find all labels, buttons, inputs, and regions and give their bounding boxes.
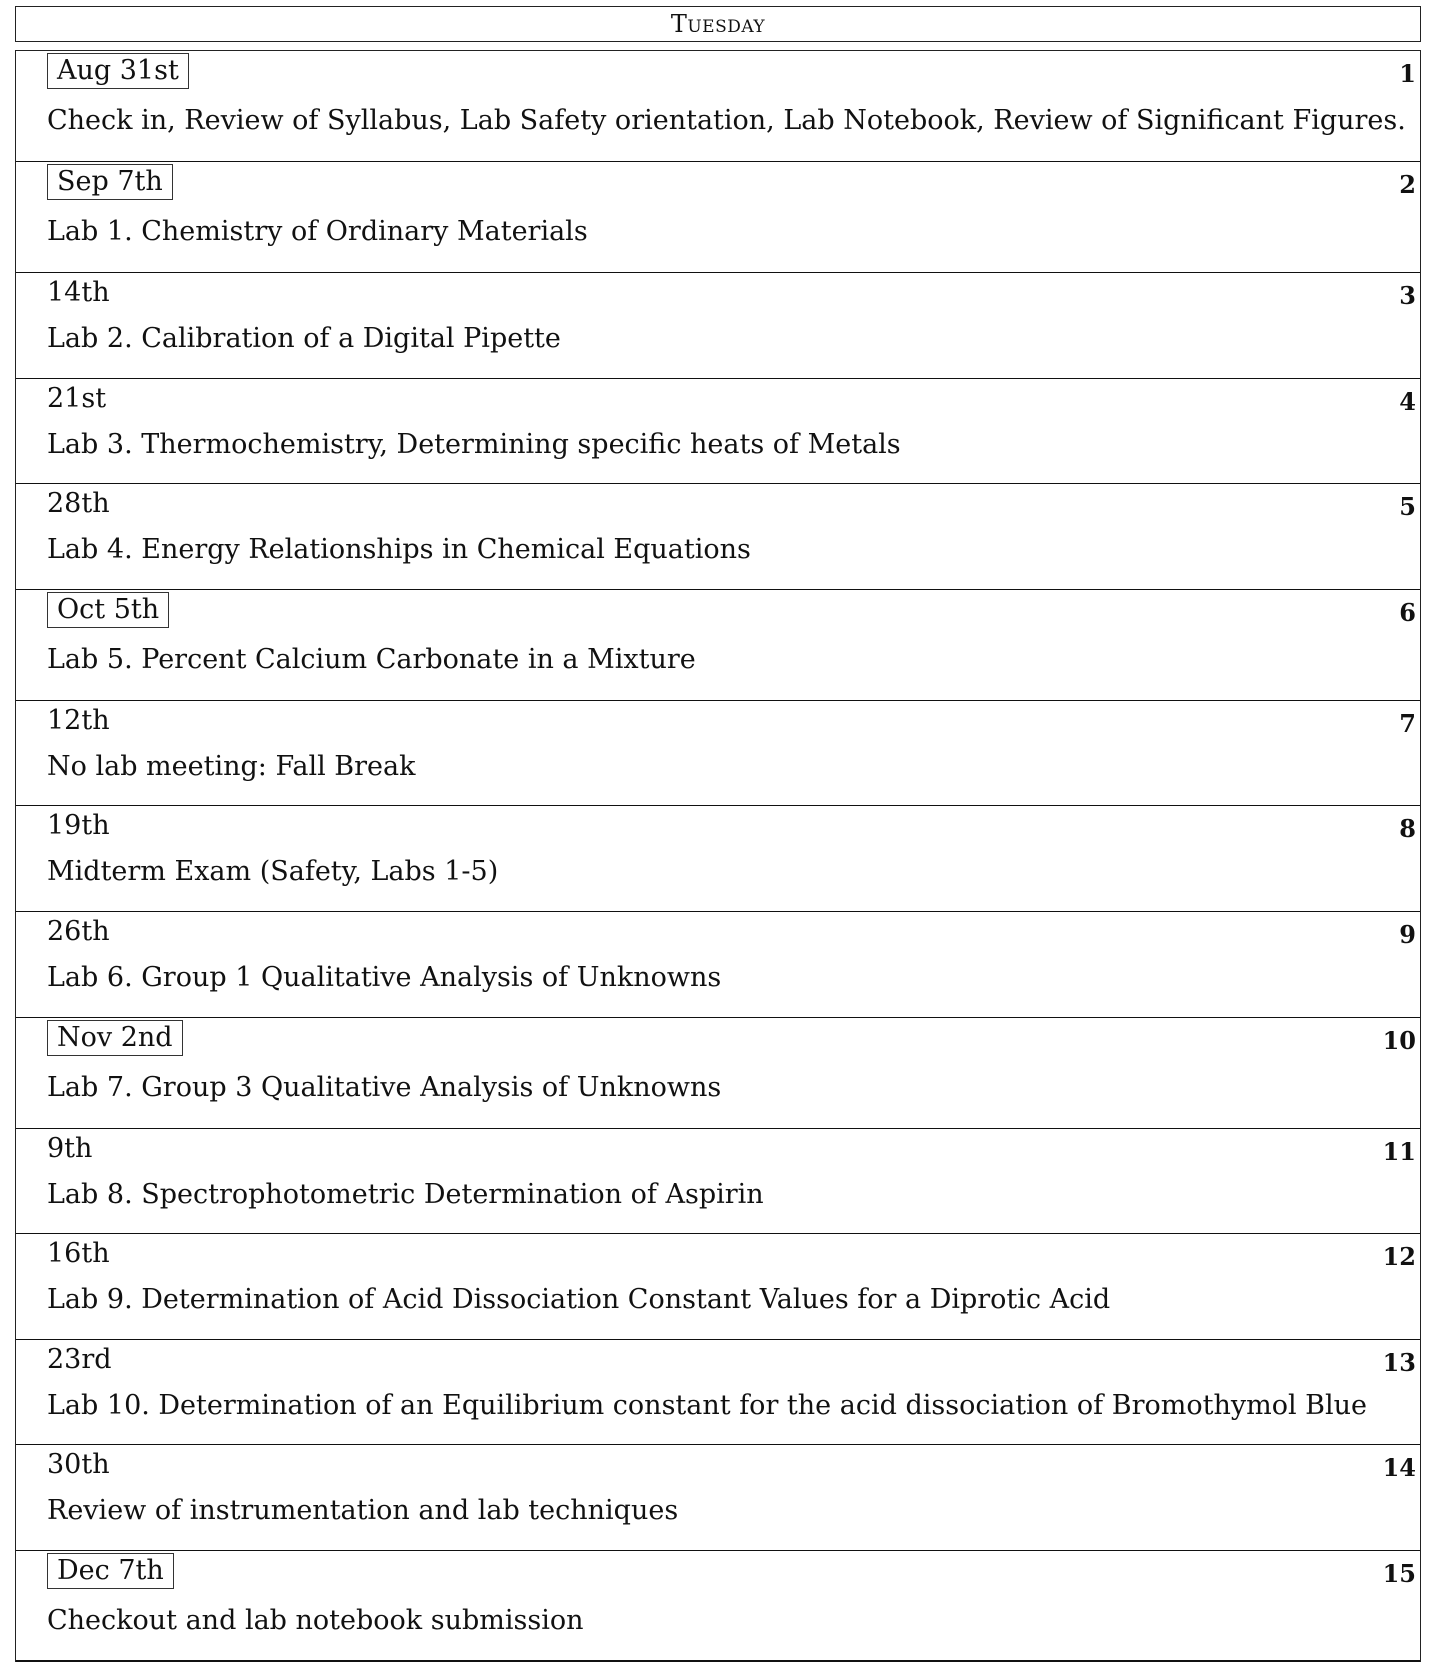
row-description: Lab 3. Thermochemistry, Determining specific heats of Metals [47, 428, 901, 460]
row-date: Aug 31st [47, 53, 189, 89]
schedule-row [16, 1340, 1420, 1446]
schedule-table [15, 50, 1421, 1662]
schedule-row [16, 51, 1420, 162]
row-description: Lab 7. Group 3 Qualitative Analysis of Unknowns [47, 1071, 722, 1103]
week-number: 4 [1399, 386, 1416, 416]
row-description: Lab 9. Determination of Acid Dissociation Constant Values for a Diprotic Acid [47, 1284, 1111, 1316]
row-date: 23rd [47, 1343, 112, 1375]
row-date: 26th [47, 915, 110, 947]
row-date: 12th [47, 704, 110, 736]
week-number: 6 [1399, 597, 1416, 627]
week-number: 7 [1399, 708, 1416, 738]
week-number: 12 [1382, 1242, 1416, 1272]
schedule-row [16, 379, 1420, 485]
week-number: 10 [1382, 1025, 1416, 1055]
row-description: Checkout and lab notebook submission [47, 1604, 584, 1636]
row-date: 28th [47, 488, 110, 520]
week-number: 11 [1382, 1136, 1416, 1166]
week-number: 13 [1382, 1347, 1416, 1377]
schedule-row [16, 484, 1420, 590]
row-description: Lab 8. Spectrophotometric Determination of Aspirin [47, 1178, 764, 1210]
row-date: 30th [47, 1449, 110, 1481]
day-title: Tuesday [670, 10, 766, 38]
schedule-row [16, 590, 1420, 701]
row-date: Sep 7th [47, 164, 173, 200]
row-date: Oct 5th [47, 592, 169, 628]
schedule-row [16, 912, 1420, 1018]
row-description: Lab 5. Percent Calcium Carbonate in a Mixture [47, 643, 696, 675]
row-description: Review of instrumentation and lab techniques [47, 1495, 679, 1527]
schedule-row [16, 701, 1420, 807]
schedule-row [16, 806, 1420, 912]
week-number: 2 [1399, 170, 1416, 199]
row-date: 21st [47, 382, 107, 414]
row-description: Lab 4. Energy Relationships in Chemical Equations [47, 534, 751, 566]
schedule-row [16, 1551, 1420, 1662]
row-date: 16th [47, 1238, 110, 1270]
schedule-header [15, 6, 1421, 42]
row-description: Lab 10. Determination of an Equilibrium constant for the acid dissociation of Bromothymol Blue [47, 1389, 1368, 1421]
week-number: 1 [1399, 59, 1416, 88]
week-number: 5 [1399, 492, 1416, 522]
row-description: Midterm Exam (Safety, Labs 1-5) [47, 856, 499, 888]
week-number: 15 [1382, 1558, 1416, 1588]
row-date: 19th [47, 810, 110, 842]
row-date: 9th [47, 1132, 93, 1164]
schedule-row [16, 1445, 1420, 1551]
row-description: No lab meeting: Fall Break [47, 750, 416, 782]
schedule-row [16, 273, 1420, 379]
schedule-row [16, 1129, 1420, 1235]
week-number: 3 [1399, 281, 1416, 310]
row-date: Dec 7th [47, 1553, 174, 1589]
week-number: 8 [1399, 814, 1416, 844]
row-description: Lab 1. Chemistry of Ordinary Materials [47, 216, 588, 247]
schedule-row [16, 1018, 1420, 1129]
schedule-row [16, 1234, 1420, 1340]
week-number: 14 [1382, 1453, 1416, 1483]
week-number: 9 [1399, 919, 1416, 949]
row-description: Check in, Review of Syllabus, Lab Safety orientation, Lab Notebook, Review of Significant Figures. [47, 105, 1406, 136]
row-description: Lab 2. Calibration of a Digital Pipette [47, 323, 561, 354]
schedule-row [16, 162, 1420, 273]
row-date: 14th [47, 277, 110, 308]
row-description: Lab 6. Group 1 Qualitative Analysis of Unknowns [47, 961, 722, 993]
row-date: Nov 2nd [47, 1020, 183, 1056]
